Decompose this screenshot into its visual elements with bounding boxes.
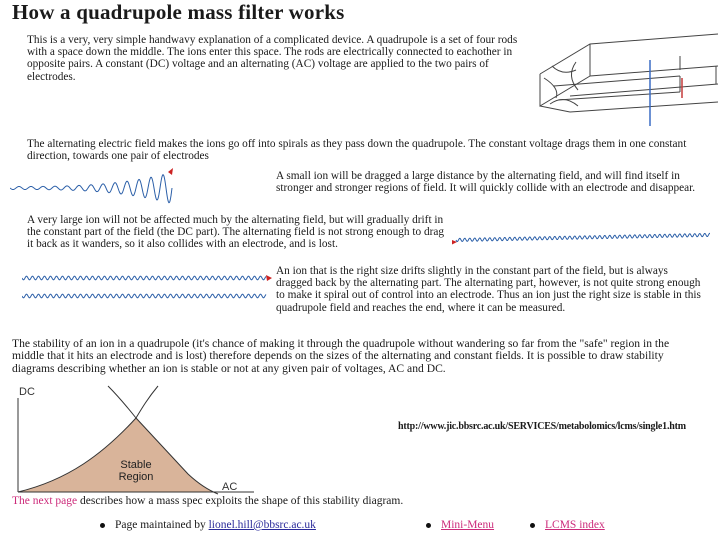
y-axis-label: DC [19, 386, 35, 398]
stability-diagram [8, 384, 258, 496]
footer-lcms-index [530, 519, 605, 531]
bullet-icon [100, 523, 105, 528]
page-title: How a quadrupole mass filter works [12, 0, 345, 24]
large-ion-wave [452, 214, 714, 258]
stable-region-fill [18, 418, 213, 492]
region-label-line1: Stable [120, 459, 152, 471]
bullet-icon [530, 523, 535, 528]
mini-menu-link[interactable]: Mini-Menu [441, 519, 495, 531]
large-ion-paragraph: A very large ion will not be affected much by the alternating field, but will gradually drift in the constant part of the field (the DC part). The alternating field is not strong enough to drag it back as it wanders, so it also collides with an electrode, and is lost. [27, 214, 445, 251]
small-ion-paragraph: A small ion will be dragged a large distance by the alternating field, and will find itself in stronger and stronger regions of field. It will quickly collide with an electrode and disappear. [276, 170, 696, 195]
stability-paragraph: The stability of an ion in a quadrupole (it's chance of making it through the quadrupole without wandering so far from the "safe" region in the middle that it hits an electrode and is lost) therefore depends on the sizes of the alternating and constant fields. It is possible to draw stability diagrams describing whether an ion is stable or not at any given pair of voltages, AC and DC. [12, 337, 670, 375]
next-page-link[interactable]: The next page [12, 495, 78, 507]
maintainer-email-link[interactable]: lionel.hill@bbsrc.ac.uk [208, 519, 316, 531]
footer-maintainer [100, 519, 316, 531]
stable-ion-wave [22, 266, 276, 310]
region-label-line2: Region [118, 471, 154, 483]
quadrupole-rods-illustration [530, 26, 720, 128]
x-axis-label: AC [222, 481, 238, 493]
footer-mini-menu [426, 519, 494, 531]
next-page-text: describes how a mass spec exploits the shape of this stability diagram. [77, 495, 404, 507]
right-ion-paragraph: An ion that is the right size drifts slightly in the constant part of the field, but is always dragged back by the alternating part. The alternating part, however, is not quite strong enough to make it spiral out of control into an electrode. Thus an ion just the right size is stable in this quadrupole field and reaches the end, where it can be measured. [276, 265, 701, 314]
bullet-icon [426, 523, 431, 528]
small-ion-wave [10, 166, 274, 206]
spirals-paragraph: The alternating electric field makes the ions go off into spirals as they pass down the quadrupole. The constant voltage drags them in one constant direction, towards one pair of electrodes [27, 138, 687, 163]
next-page-line [12, 495, 403, 507]
maintained-by-text: Page maintained by [115, 519, 209, 531]
reference-url: http://www.jic.bbsrc.ac.uk/SERVICES/metabolomics/lcms/single1.htm [398, 421, 686, 432]
lcms-index-link[interactable]: LCMS index [545, 519, 605, 531]
stable-ion-wave-line-2 [22, 294, 266, 298]
intro-paragraph: This is a very, very simple handwavy explanation of a complicated device. A quadrupole is a set of four rods with a space down the middle. The ions enter this space. The rods are electrically connected to eachother in opposite pairs. A constant (DC) voltage and an alternating (AC) voltage are applied to the two pairs of electrodes. [27, 34, 518, 83]
